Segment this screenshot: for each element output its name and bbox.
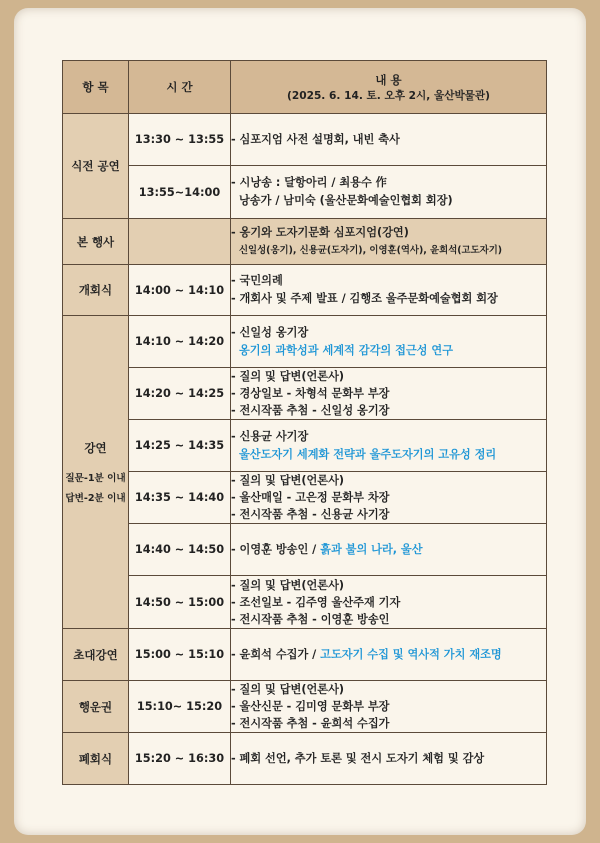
content-line: - 개회사 및 주제 발표 / 김행조 울주문화예술협회 회장 xyxy=(231,292,498,305)
content-line: - 신용균 사기장 xyxy=(231,429,309,443)
time-cell: 14:10 ~ 14:20 xyxy=(129,316,231,368)
content-cell xyxy=(231,166,547,219)
content-line: - 전시작품 추첨 - 신일성 옹기장 xyxy=(231,404,390,417)
table-row xyxy=(63,114,547,166)
content-cell xyxy=(231,219,547,265)
category-gangyeon-label: 강연 xyxy=(84,441,107,455)
header-content-date: (2025. 6. 14. 토. 오후 2시, 울산박물관) xyxy=(286,89,490,102)
time-cell: 13:30 ~ 13:55 xyxy=(129,114,231,166)
table-row xyxy=(63,472,547,524)
time-cell: 13:55~14:00 xyxy=(129,166,231,219)
content-line: - 질의 및 답변(언론사) xyxy=(231,370,345,383)
lecture-title: 흙과 불의 나라, 울산 xyxy=(320,542,423,556)
table-row xyxy=(63,316,547,368)
table-row xyxy=(63,576,547,629)
content-line: - 전시작품 추첨 - 신용균 사기장 xyxy=(231,508,390,521)
table-row xyxy=(63,681,547,733)
table-row xyxy=(63,219,547,265)
time-cell: 14:50 ~ 15:00 xyxy=(129,576,231,629)
content-line: - 국민의례 xyxy=(231,274,283,287)
category-bonhaengsa: 본 행사 xyxy=(63,219,129,265)
content-cell xyxy=(231,524,547,576)
lecture-title: 고도자기 수집 및 역사적 가치 재조명 xyxy=(320,647,502,661)
time-cell: 15:00 ~ 15:10 xyxy=(129,629,231,681)
content-line: - 전시작품 추첨 - 이영훈 방송인 xyxy=(231,612,390,626)
table-row xyxy=(63,629,547,681)
content-line: - 질의 및 답변(언론사) xyxy=(231,683,345,696)
table-row xyxy=(63,733,547,785)
content-cell xyxy=(231,368,547,420)
lecturer-name: - 윤희석 수집가 / xyxy=(231,647,321,661)
time-cell-empty xyxy=(129,219,231,265)
content-line: - 신일성 옹기장 xyxy=(231,325,309,339)
category-gangyeon-note: 질문-1분 이내 xyxy=(65,473,126,484)
content-line: - 질의 및 답변(언론사) xyxy=(231,474,345,487)
table-header-row xyxy=(63,61,547,114)
content-line: - 질의 및 답변(언론사) xyxy=(231,578,345,592)
lecture-title: 옹기의 과학성과 세계적 감각의 접근성 연구 xyxy=(239,343,454,357)
lecture-title: 울산도자기 세계화 전략과 울주도자기의 고유성 정리 xyxy=(239,447,497,461)
content-line: - 조선일보 - 김주영 울산주재 기자 xyxy=(231,595,401,609)
table-row xyxy=(63,166,547,219)
content-cell xyxy=(231,733,547,785)
content-cell xyxy=(231,629,547,681)
time-cell: 14:20 ~ 14:25 xyxy=(129,368,231,420)
time-cell: 14:40 ~ 14:50 xyxy=(129,524,231,576)
content-cell xyxy=(231,420,547,472)
content-line xyxy=(231,541,546,559)
time-cell: 14:35 ~ 14:40 xyxy=(129,472,231,524)
content-cell xyxy=(231,316,547,368)
content-line xyxy=(231,646,546,664)
content-cell xyxy=(231,681,547,733)
lecturer-name: - 이영훈 방송인 / xyxy=(231,542,321,556)
time-cell: 14:25 ~ 14:35 xyxy=(129,420,231,472)
category-gaehoe: 개회식 xyxy=(63,265,129,316)
content-cell xyxy=(231,576,547,629)
header-time: 시 간 xyxy=(129,61,231,114)
content-line: - 시낭송 : 달항아리 / 최용수 作 xyxy=(231,176,387,189)
schedule-table xyxy=(62,60,547,785)
content-line: - 심포지엄 사전 설명회, 내빈 축사 xyxy=(231,132,400,146)
table-row xyxy=(63,420,547,472)
content-line: - 전시작품 추첨 - 윤희석 수집가 xyxy=(231,717,390,730)
content-line: 신일성(옹기), 신용균(도자기), 이영훈(역사), 윤희석(고도자기) xyxy=(239,245,503,256)
category-gangyeon xyxy=(63,316,129,629)
category-chodae: 초대강연 xyxy=(63,629,129,681)
table-row xyxy=(63,265,547,316)
content-line: - 울산매일 - 고은정 문화부 차장 xyxy=(231,491,390,504)
content-line: - 폐회 선언, 추가 토론 및 전시 도자기 체험 및 감상 xyxy=(231,751,485,765)
category-gangyeon-note: 답변-2분 이내 xyxy=(65,493,126,504)
category-haengun: 행운권 xyxy=(63,681,129,733)
table-row xyxy=(63,524,547,576)
content-line: - 울산신문 - 김미영 문화부 부장 xyxy=(231,700,390,713)
time-cell: 14:00 ~ 14:10 xyxy=(129,265,231,316)
content-line: - 경상일보 - 차형석 문화부 부장 xyxy=(231,387,390,400)
header-content-title: 내 용 xyxy=(375,72,402,87)
category-sikjeon: 식전 공연 xyxy=(63,114,129,219)
content-cell xyxy=(231,114,547,166)
content-line: - 옹기와 도자기문화 심포지엄(강연) xyxy=(231,226,409,239)
time-cell: 15:20 ~ 16:30 xyxy=(129,733,231,785)
category-pyehoe: 폐회식 xyxy=(63,733,129,785)
content-cell xyxy=(231,265,547,316)
content-line: 낭송가 / 남미숙 (울산문화예술인협회 회장) xyxy=(239,194,453,207)
table-row xyxy=(63,368,547,420)
time-cell: 15:10~ 15:20 xyxy=(129,681,231,733)
header-content xyxy=(231,61,547,114)
content-cell xyxy=(231,472,547,524)
header-item: 항 목 xyxy=(63,61,129,114)
